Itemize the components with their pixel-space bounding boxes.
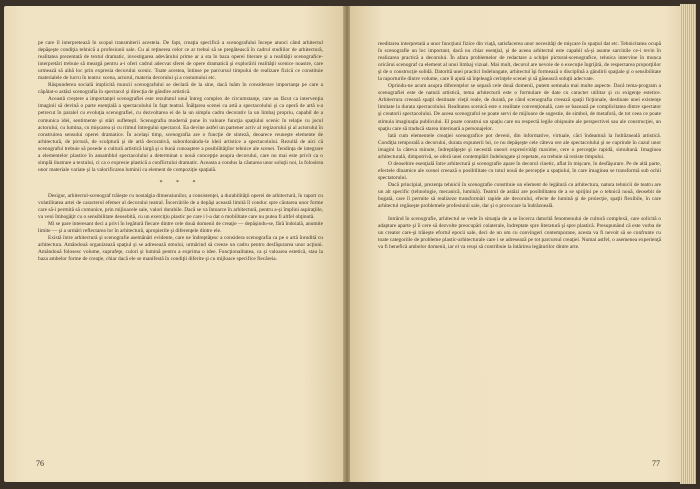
paragraph: O deosebire esenţială între arhitectură şi scenografie apare în decorul cinetic, aflat în mişcare, în desfăşurare. Pe de altă parte, efectele dinamice ale scenei creează o posibilitate cu totul nouă de percepţie a spaţiului, în care imaginea se transformă sub ochii spectatorului. <box>378 160 661 181</box>
page-edges <box>680 4 696 484</box>
paragraph: Dacă principial, prezenţa tehnicii în scenografie constituie un element de legătură cu arhitectura, natura tehnicii de teatru are un alt specific (tehnologie, mecanică, lumină). Teatrul de astăzi are posibilitatea de a se sprijini pe o tehnică nouă, deosebit de bogată, care îi permite să realizeze transformări rapide ale decorului, efecte de lumină şi de proiecţie, spaţii flexibile, în care arhitectul regăseşte problemele profesiunii sale, dar şi o provocare la îndrăzneală. <box>378 181 661 210</box>
left-page <box>4 6 344 482</box>
paragraph: Iată cum elementele creaţiei scenografice pot deveni, din informative, virtuale, căci îndeamnă la îndrăzneală artistică. Condiţia temporală a decorului, durata expunerii lui, ce nu depăşeşte cele câteva ore ale spectacolului şi se cuprinde în cazul unor imagini la câteva minute, îndreptăţeşte şi necesită uneori expresivităţi maxime, cere o percepţie rapidă, simultană. Imaginea arhitecturală, dimpotrivă, se oferă unei contemplări îndelungate şi repetate, ea trebuie să reziste timpului. <box>378 132 661 160</box>
paragraph: Mi se pare interesant deci a privi în legătură fiecare dintre cele două domenii de creaţie — depăşindu-se, fără îndoială, anumite limite — şi a urmări reflectarea lor în arhitectură, apropierile şi diferenţele dintre ele. <box>38 221 323 235</box>
paragraph: pe care îl interpretează în scopul transmiterii acesteia. De fapt, creaţia specifică a scenografului începe atunci când arhitectul depăşeşte condiţia tehnică a profesiunii sale. Cu ai reţinerea celor ce ar trebui să se pregătească în cadrul studiilor de arhitectură, realitatea prezentată de textul dramatic, investigarea adevărului prime ar a sta în baza operei literare şi a realităţii scenografice-interpretări trebuie să meargă pentru a-i oferi cadrul adecvat sferei de opere dramatică şi explorării realităţii scenice noastre, care urmează să aibă loc prin expresia decorului scenic. Toate acestea, întinse pe parcursul timpului de realizare fizică ce constituie materialele de lucru în teatru: scena, actorul, materia decorului şi a costumului etc. <box>38 40 323 82</box>
page-number: 76 <box>36 459 44 468</box>
left-page-text <box>38 40 323 263</box>
paragraph: reeditarea interpretată a unor funcţiuni fizice din viaţă, satisfacerea unor necesităţi de mişcare în spaţiul dat etc. Tehnicitatea ocupă în scenografie un loc important, dacă nu chiar esenţial, şi de aceea arhitectul este capabil să-şi asume sarcinile ce-i revin în realizarea practică a decorului. În afara problemelor de redactare a schiţei pictural-scenografice, tehnica intervine în munca oricărui scenograf ca element al unui limbaj vizual. Mai mult, decorul are nevoie de o execuţie îngrijită, de respectarea proporţiilor şi de o construcţie solidă. Datorită unei practici îndelungate, arhitectul îşi formează o disciplină a gândirii spaţiale şi o sensibilitate la raporturile dintre volume, care îl ajută să înţeleagă cerinţele scenei şi să găsească soluţii adecvate. <box>378 41 661 83</box>
paragraph: Răspunderea socială implicită muncii scenografului se declară de la sine, dacă luăm în considerare importanţa pe care a căpătat-o astăzi scenografia în spectacol şi direcţia de gândire artistică. <box>38 82 323 96</box>
paragraph: Există între arhitectură şi scenografie asemănări evidente, care ne îndreptăţesc a considera scenografia ca pe o artă înrudită cu arhitectura. Amândouă organizează spaţiul şi se adresează omului, urmărind să creeze un cadru pentru desfăşurarea unor acţiuni. Amândouă folosesc volume, suprafeţe, culori şi lumină pentru a exprima o idee. Funcţionalitatea, ca şi valoarea estetică, stau la baza ambelor forme de creaţie, chiar dacă ele se manifestă în condiţii diferite şi cu mijloace specifice fiecăreia. <box>38 235 323 263</box>
paragraph: Intrând în scenografie, arhitectul se vede în situaţia de a se încerca datorită fenomenului de cultură complexă, care solicită o adaptare aparte şi îi cere să dezvolte preocupări colaterale, îndreptate spre literatură şi spre plastică. Presupunând că este vorba de un creator care-şi trăieşte efortul epocii sale, deci de un om cu convingeri contemporane, acesta va fi nevoit să se confrunte cu toate categoriile de probleme plastic-arhitecturale care i se adresează pe tot parcursul creaţiei. Numai astfel, o asemenea experienţă va fi benefică ambelor domenii, iar el va reuşi să contribuie la întărirea legăturilor dintre arte. <box>378 216 661 251</box>
right-page <box>350 6 680 482</box>
paragraph: Desigur, arhitectul-scenograf trăieşte cu nostalgia dimensiunilor, a consistenţei, a durabilităţii operei de arhitectură, în raport cu volatilitatea artei de caracterul efemer al decorului teatral. Încercările de a depăşi această limită îl conduc spre căutarea unor forme care să-i permită să comunice, prin mijloacele sale, valori durabile. Dacă se va întoarce în arhitectură, pentru a-şi împlini aspiraţiile, va veni îmbogăţit cu o sensibilitate deosebită, cu un exerciţiu plastic pe care i l-a dat o mobilitate care nu putea fi altfel obţinută. <box>38 192 323 221</box>
section-separator: * * * <box>159 179 202 186</box>
paragraph: Oprindu-ne acum asupra diferenţelor se separă cele două domenii, putem semnala mai multe aspecte. Dacă tema-program a scenografiei este de natură artistică, tema arhitecturii este o formulare de date cu caracter utilitar şi cu exigenţe estetice. Arhitectura creează spaţii destinate vieţii reale, de durată, pe când scenografia creează spaţii ficţionale, destinate unei existenţe limitate la durata spectacolului. Realitatea scenică este o realitate convenţională, care se bazează pe complicitatea dintre spectator şi creatorii spectacolului. De aceea scenograful se poate servi de mijloace de sugestie, de simbol, de metaforă, de tot ceea ce poate stimula imaginaţia publicului. El poate construi un spaţiu care nu respectă legile obişnuite ale perspectivei sau ale construcţiei, un spaţiu care să traducă starea interioară a personajelor. <box>378 83 661 132</box>
paragraph: Această creştere a importanţei scenografiei este rezultatul unui întreg complex de circumstanţe, care au făcut ca intervenţia imaginii să devină o parte esenţială a spectacolului în fapt teatral. Înălţarea scenei ca artă a spectacolului şi ca operă de artă s-a petrecut în paralel cu evoluţia scenografiei, cu dezvoltarea ei de la un simplu cadru decorativ la un limbaj propriu, capabil de a comunica idei, sentimente şi stări sufleteşti. Scenografia modernă pune în valoare funcţia spaţiului scenic în relaţie cu jocul actorului, cu lumina, cu mişcarea şi cu ritmul întregului spectacol. Ea devine astfel un partener activ al regizorului şi al actorului în construirea sensului operei dramatice. În acelaşi timp, scenografia are o funcţie de sinteză, deoarece reuneşte elemente de arhitectură, de pictură, de sculptură şi de artă decorativă, subordonându-le ideii artistice a spectacolului. Rezultă de aici că scenograful trebuie să posede o cultură artistică largă şi o bună cunoaştere a posibilităţilor tehnice ale scenei. Tendinţa de integrare a elementelor plastice în ansamblul spectacolului a determinat o nouă concepţie asupra decorului, care nu mai este privit ca o simplă ilustrare a textului, ci ca o expresie plastică a conflictului dramatic. Aceasta a condus la căutarea unor soluţii noi, la folosirea unor materiale variate şi la valorificarea luminii ca element de compoziţie spaţială. <box>38 96 323 173</box>
page-number: 77 <box>652 459 660 468</box>
right-page-text <box>378 41 661 251</box>
